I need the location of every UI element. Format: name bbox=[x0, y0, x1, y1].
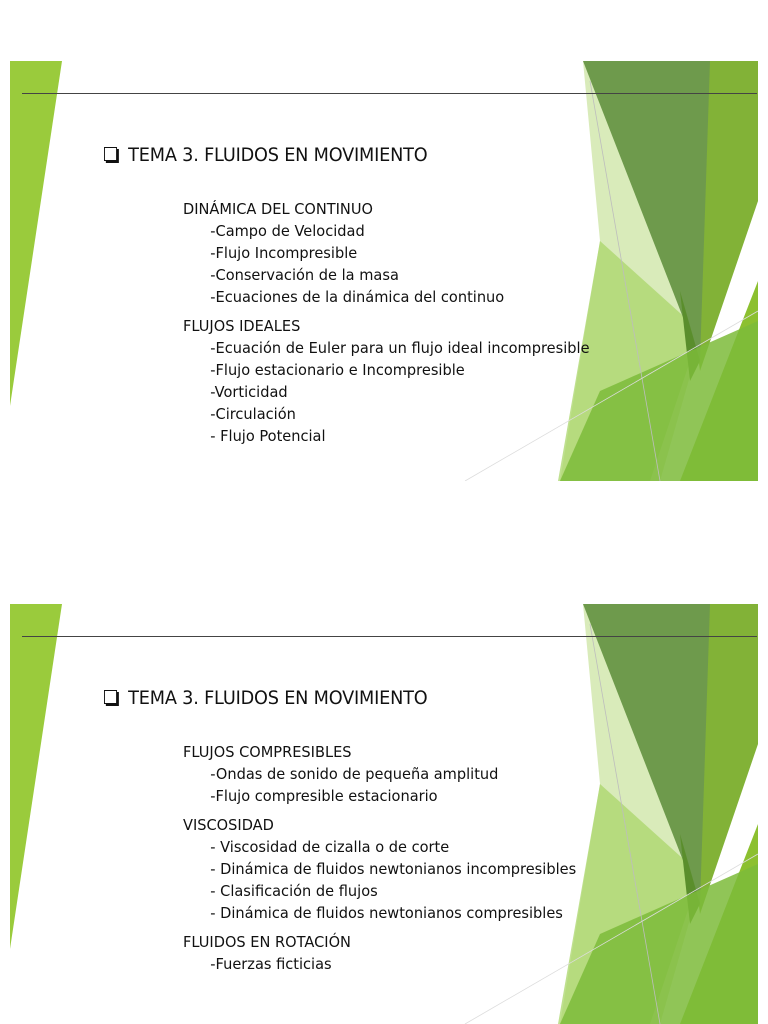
list-item: -Ecuaciones de la dinámica del continuo bbox=[210, 288, 505, 306]
list-item: -Flujo compresible estacionario bbox=[210, 787, 438, 805]
section-heading: FLUJOS COMPRESIBLES bbox=[183, 743, 352, 761]
list-item: - Clasificación de flujos bbox=[210, 882, 378, 900]
list-item: -Conservación de la masa bbox=[210, 266, 399, 284]
list-item: - Viscosidad de cizalla o de corte bbox=[210, 838, 450, 856]
slide-content bbox=[183, 198, 590, 447]
section-heading: DINÁMICA DEL CONTINUO bbox=[183, 200, 373, 218]
slide-title bbox=[104, 144, 427, 166]
slide-content bbox=[183, 741, 576, 975]
list-item: -Fuerzas ficticias bbox=[210, 955, 332, 973]
section-heading: VISCOSIDAD bbox=[183, 816, 274, 834]
section bbox=[183, 741, 576, 807]
section bbox=[183, 315, 590, 447]
list-item: - Dinámica de fluidos newtonianos compresibles bbox=[210, 904, 563, 922]
left-green-triangle bbox=[10, 604, 62, 949]
list-item: - Flujo Potencial bbox=[210, 427, 326, 445]
list-item: -Circulación bbox=[210, 405, 296, 423]
list-item: -Campo de Velocidad bbox=[210, 222, 365, 240]
list-item: -Ecuación de Euler para un flujo ideal incompresible bbox=[210, 339, 590, 357]
title-rule bbox=[22, 93, 757, 94]
slide-title-text: TEMA 3. FLUIDOS EN MOVIMIENTO bbox=[128, 144, 428, 166]
section-heading: FLUJOS IDEALES bbox=[183, 317, 301, 335]
section bbox=[183, 931, 576, 975]
section-heading: FLUIDOS EN ROTACIÓN bbox=[183, 933, 351, 951]
list-item: -Ondas de sonido de pequeña amplitud bbox=[210, 765, 499, 783]
section bbox=[183, 814, 576, 924]
slide-1 bbox=[0, 61, 768, 481]
title-rule bbox=[22, 636, 757, 637]
list-item: -Vorticidad bbox=[210, 383, 288, 401]
checkbox-bullet-icon bbox=[104, 147, 117, 161]
list-item: -Flujo Incompresible bbox=[210, 244, 358, 262]
slide-2 bbox=[0, 604, 768, 1024]
list-item: -Flujo estacionario e Incompresible bbox=[210, 361, 465, 379]
slide-title bbox=[104, 687, 427, 709]
list-item: - Dinámica de fluidos newtonianos incompresibles bbox=[210, 860, 577, 878]
slide-title-text: TEMA 3. FLUIDOS EN MOVIMIENTO bbox=[128, 687, 428, 709]
checkbox-bullet-icon bbox=[104, 690, 117, 704]
left-green-triangle bbox=[10, 61, 62, 406]
section bbox=[183, 198, 590, 308]
